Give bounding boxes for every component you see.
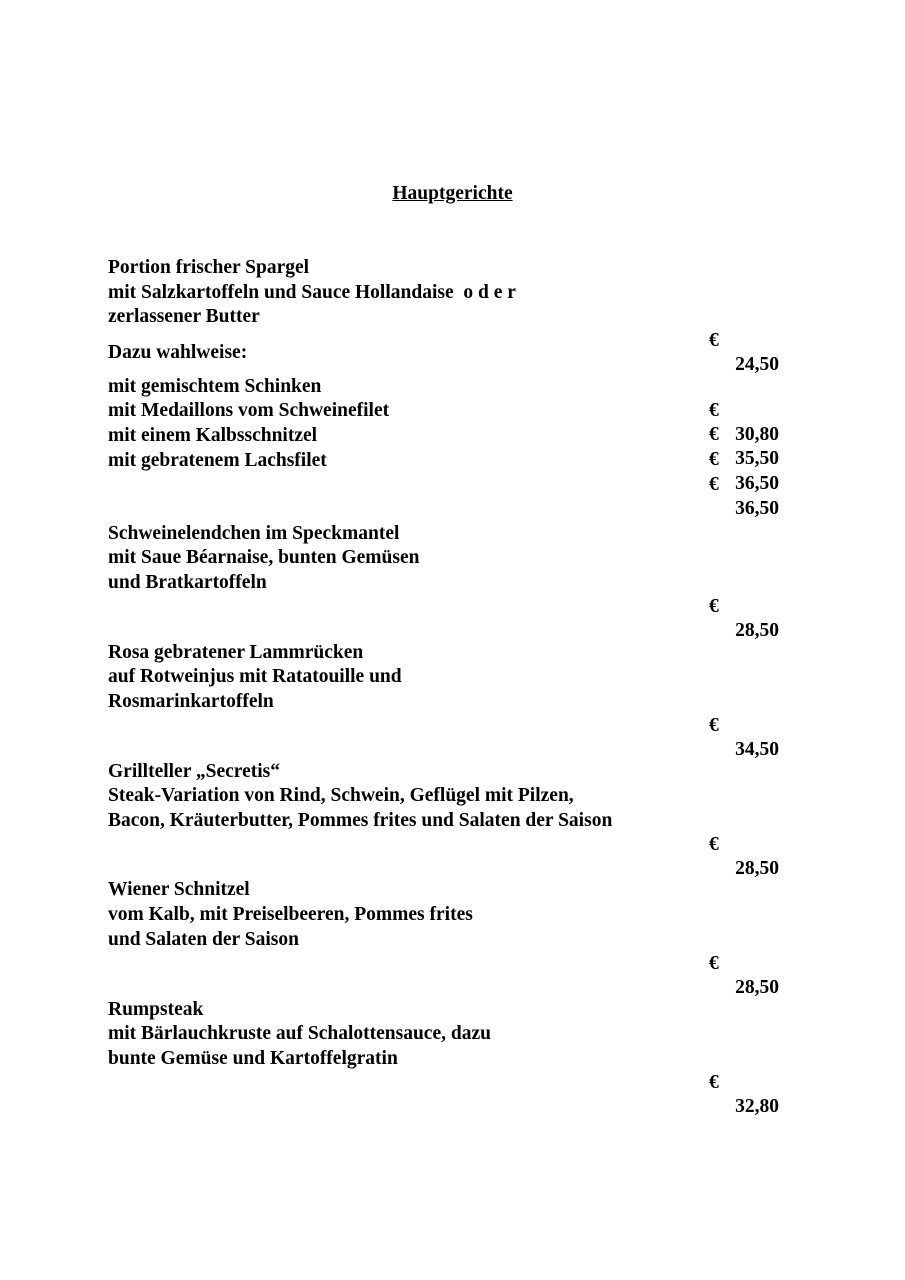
dish-name: Rumpsteak (108, 999, 204, 1020)
price (709, 690, 781, 760)
price (709, 305, 781, 375)
currency-symbol: € (709, 715, 719, 736)
currency-symbol: € (709, 953, 719, 974)
dish-description: mit Salzkartoffeln und Sauce Hollandaise o d e r (108, 282, 516, 303)
dish-name: Wiener Schnitzel (108, 879, 250, 900)
price-amount: 24,50 (735, 354, 779, 375)
dish-description: Rosmarinkartoffeln (108, 691, 274, 712)
currency-symbol: € (709, 424, 719, 445)
price (709, 809, 781, 879)
price-amount: 28,50 (735, 620, 779, 641)
option-label: mit Medaillons vom Schweinefilet (108, 400, 390, 421)
dish-description: Bacon, Kräuterbutter, Pommes frites und Salaten der Saison (108, 810, 613, 831)
dish-name: Schweinelendchen im Speckmantel (108, 523, 400, 544)
currency-symbol: € (709, 1072, 719, 1093)
currency-symbol: € (709, 400, 719, 421)
dish-name: Rosa gebratener Lammrücken (108, 642, 364, 663)
dish-description: mit Saue Béarnaise, bunten Gemüsen (108, 547, 420, 568)
currency-symbol: € (709, 449, 719, 470)
option-label: mit gebratenem Lachsfilet (108, 450, 327, 471)
dish-description: mit Bärlauchkruste auf Schalottensauce, dazu (108, 1023, 491, 1044)
price-amount: 35,50 (735, 448, 779, 469)
options-label: Dazu wahlweise: (108, 342, 248, 363)
price-amount: 28,50 (735, 977, 779, 998)
price (709, 375, 781, 445)
option-label: mit einem Kalbsschnitzel (108, 425, 318, 446)
price-amount: 28,50 (735, 858, 779, 879)
page-title: Hauptgerichte (392, 183, 513, 204)
dish-name: Portion frischer Spargel (108, 257, 310, 278)
currency-symbol: € (709, 330, 719, 351)
price (709, 449, 781, 519)
dish-description: und Bratkartoffeln (108, 572, 267, 593)
dish-description: auf Rotweinjus mit Ratatouille und (108, 666, 402, 687)
price-amount: 34,50 (735, 739, 779, 760)
price-amount: 36,50 (735, 498, 779, 519)
dish-description: und Salaten der Saison (108, 929, 299, 950)
dish-description: Steak-Variation von Rind, Schwein, Geflügel mit Pilzen, (108, 785, 574, 806)
currency-symbol: € (709, 474, 719, 495)
dish-description: bunte Gemüse und Kartoffelgratin (108, 1048, 398, 1069)
price-amount: 32,80 (735, 1096, 779, 1117)
price-amount: 30,80 (735, 424, 779, 445)
currency-symbol: € (709, 596, 719, 617)
price (709, 1047, 781, 1117)
option-label: mit gemischtem Schinken (108, 376, 322, 397)
currency-symbol: € (709, 834, 719, 855)
price (709, 928, 781, 998)
dish-name: Grillteller „Secretis“ (108, 761, 281, 782)
price (709, 571, 781, 641)
price-amount: 36,50 (735, 473, 779, 494)
dish-description: zerlassener Butter (108, 306, 260, 327)
dish-description: vom Kalb, mit Preiselbeeren, Pommes frites (108, 904, 473, 925)
